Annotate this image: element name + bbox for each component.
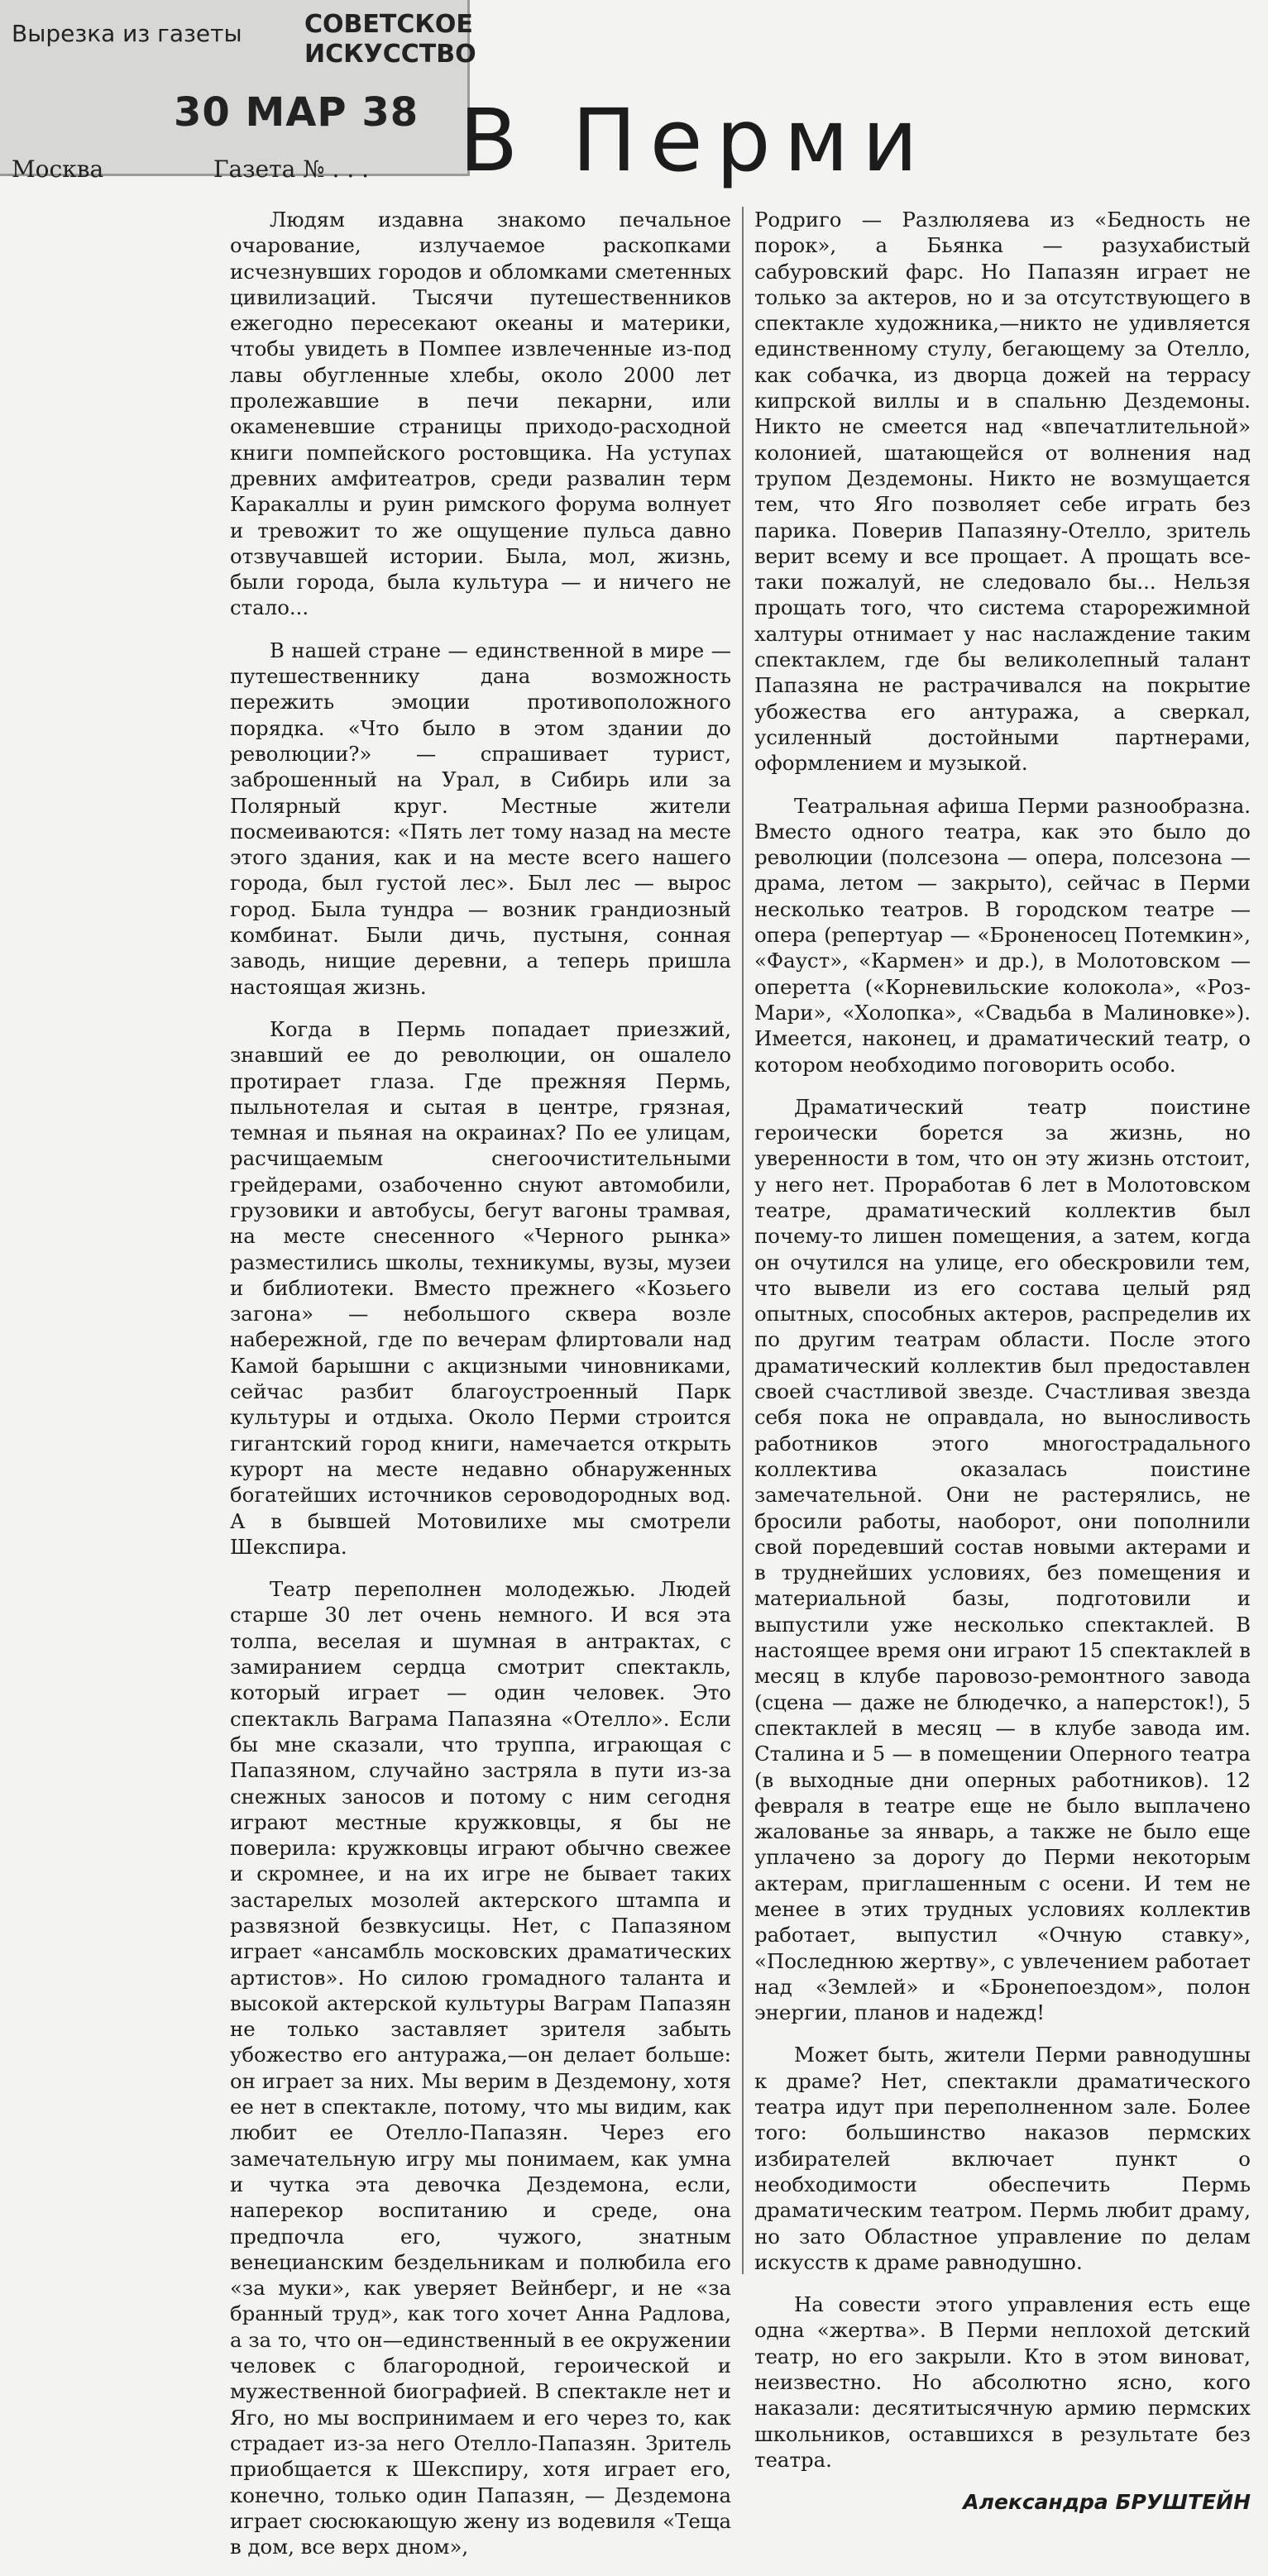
article-column-left [230,207,731,2576]
paragraph: Родриго — Разлюляева из «Бедность не порок», а Бьянка — разухабистый сабуровский фарс. Но Папазян играет не только за актеров, но и за отсутствующего в спектакле художника,—никто не удивляется единственному стулу, бегающему за Отелло, как собачка, из дворца дожей на террасу кипрской виллы и в спальню Дездемоны. Никто не смеется над «впечатлительной» колонией, шатающейся от волнения над трупом Дездемоны. Никто не возмущается тем, что Яго позволяет себе играть без парика. Поверив Папазяну-Отелло, зритель верит всему и все прощает. А прощать все-таки пожалуй, не следовало бы... Нельзя прощать того, что система старорежимной халтуры отнимает у нас наслаждение таким спектаклем, где бы великолепный талант Папазяна не растрачивался на покрытие убожества его антуража, а сверкал, усиленный достойными партнерами, оформлением и музыкой. [754,208,1251,776]
paragraph: Может быть, жители Перми равнодушны к драме? Нет, спектакли драматического театра идут при переполненном зале. Более того: большинство наказов пермских избирателей включает пункт о необходимости обеспечить Пермь драматическим театром. Пермь любит драму, но зато Областное управление по делам искусств к драме равнодушно. [754,2043,1251,2274]
city-label: Москва [12,155,104,183]
gazeta-number-label: Газета № . . . [213,155,370,183]
paragraph: В нашей стране — единственной в мире — путешественнику дана возможность пережить эмоции противоположного порядка. «Что было в этом здании до революции?» — спрашивает турист, заброшенный на Урал, в Сибирь или за Полярный круг. Местные жители посмеиваются: «Пять лет тому назад на месте этого здания, как и на месте всего нашего города, был густой лес». Был лес — вырос город. Была тундра — возник грандиозный комбинат. Были дичь, пустыня, сонная заводь, нищие деревни, а теперь пришла настоящая жизнь. [230,638,731,999]
paragraph: На совести этого управления есть еще одна «жертва». В Перми неплохой детский театр, но его закрыли. Кто в этом виноват, неизвестно. Но абсолютно ясно, кого наказали: десятитысячную армию пермских школьников, оставшихся в результате без театра. [754,2292,1251,2472]
clipping-label: Вырезка из газеты [12,20,242,47]
paragraph: Драматический театр поистине героически борется за жизнь, но уверенности в том, что он эту жизнь отстоит, у него нет. Проработав 6 лет в Молотовском театре, драматический коллектив был почему-то лишен помещения, а затем, когда он очутился на улице, его обескровили тем, что вывели из его состава целый ряд опытных, способных актеров, распределив их по другим театрам области. После этого драматический коллектив был предоставлен своей счастливой звезде. Счастливая звезда себя пока не оправдала, но выносливость работников этого многострадального коллектива оказалась поистине замечательной. Они не растерялись, не бросили работы, наоборот, они пополнили свой поредевший состав новыми актерами и в труднейших условиях, без помещения и материальной базы, подготовили и выпустили уже несколько спектаклей. В настоящее время они играют 15 спектаклей в месяц в клубе паровозо-ремонтного завода (сцена — даже не блюдечко, а наперсток!), 5 спектаклей в месяц — в клубе завода им. Сталина и 5 — в помещении Оперного театра (в выходные дни оперных работников). 12 февраля в театре еще не было выплачено жалованье за январь, а также не было еще уплачено за дорогу до Перми некоторым актерам, приглашенным с осени. И тем не менее в этих трудных условиях коллектив работает, выпустил «Очную ставку», «Последнюю жертву», с увлечением работает над «Землей» и «Бронепоездом», полон энергии, планов и надежд! [754,1094,1251,2025]
paragraph: Когда в Пермь попадает приезжий, знавший ее до революции, он ошалело протирает глаза. Где прежняя Пермь, пыльнотелая и сытая в центре, грязная, темная и пьяная на окраинах? По ее улицам, расчищаемым снегоочистительными грейдерами, озабоченно снуют автомобили, грузовики и автобусы, бегут вагоны трамвая, на месте снесенного «Черного рынка» разместились школы, техникумы, вузы, музеи и библиотеки. Вместо прежнего «Козьего загона» — небольшого сквера возле набережной, где по вечерам флиртовали над Камой барышни с акцизными чиновниками, сейчас разбит благоустроенный Парк культуры и отдыха. Около Перми строится гигантский город книги, намечается открыть курорт на месте недавно обнаруженных богатейших источников сероводородных вод. А в бывшей Мотовилихе мы смотрели Шекспира. [230,1016,731,1559]
paragraph: Людям издавна знакомо печальное очарование, излучаемое раскопками исчезнувших городов и обломками сметенных цивилизаций. Тысячи путешественников ежегодно пересекают океаны и материки, чтобы увидеть в Помпее извлеченные из-под лавы обугленные хлебы, около 2000 лет пролежавшие в печи пекарни, или окаменевшие страницы приходо-расходной книги помпейского ростовщика. На уступах древних амфитеатров, среди развалин терм Каракаллы и руин римского форума волнует и тревожит то же ощущение пульса давно отзвучавшей истории. Была, мол, жизнь, были города, была культура — и ничего не стало... [230,208,731,620]
clipping-label-box [0,0,476,183]
newspaper-name: СОВЕТСКОЕ ИСКУССТВО [304,10,476,69]
article-column-right [754,207,1251,2516]
author-signature: Александра БРУШТЕЙН [963,2490,1251,2515]
column-divider [742,207,744,2274]
paragraph: Театр переполнен молодежью. Людей старше 30 лет очень немного. И вся эта толпа, веселая и шумная в антрактах, с замиранием сердца смотрит спектакль, который играет — один человек. Это спектакль Ваграма Папазяна «Отелло». Если бы мне сказали, что труппа, играющая с Папазяном, случайно застряла в пути из-за снежных заносов и потому с ним сегодня играют местные кружковцы, я бы не поверила: кружковцы играют обычно свежее и скромнее, и на их игре не бывает таких застарелых мозолей актерского штампа и развязной безвкусицы. Нет, с Папазяном играет «ансамбль московских драматических артистов». Но силою громадного таланта и высокой актерской культуры Ваграм Папазян не только заставляет зрителя забыть убожество его антуража,—он делает больше: он играет за них. Мы верим в Дездемону, хотя ее нет в спектакле, потому, что мы видим, как любит ее Отелло-Папазян. Через его замечательную игру мы понимаем, как умна и чутка эта девочка Дездемона, если, наперекор воспитанию и среде, она предпочла его, чужого, знатным венецианским бездельникам и полюбила его «за муки», как уверяет Вейнберг, и не «за бранный труд», как того хочет Анна Радлова, а за то, что он—единственный в ее окружении человек с благородной, героической и мужественной биографией. В спектакле нет и Яго, но мы воспринимаем и его через то, как страдает из-за него Отелло-Папазян. Зритель приобщается к Шекспиру, хотя играет его, конечно, только один Папазян, — Дездемона играет сюсюкающую жену из водевиля «Теща в дом, все верх дном», [230,1577,731,2559]
paragraph: Театральная афиша Перми разнообразна. Вместо одного театра, как это было до революции (полсезона — опера, полсезона — драма, летом — закрыто), сейчас в Перми несколько театров. В городском театре — опера (репертуар — «Броненосец Потемкин», «Фауст», «Кармен» и др.), в Молотовском — оперетта («Корневильские колокола», «Роз-Мари», «Холопка», «Свадьба в Малиновке»). Имеется, наконец, и драматический театр, о котором необходимо поговорить особо. [754,793,1251,1077]
date-stamp: 30 МАР 38 [174,89,419,136]
article-title: В Перми [459,90,931,191]
